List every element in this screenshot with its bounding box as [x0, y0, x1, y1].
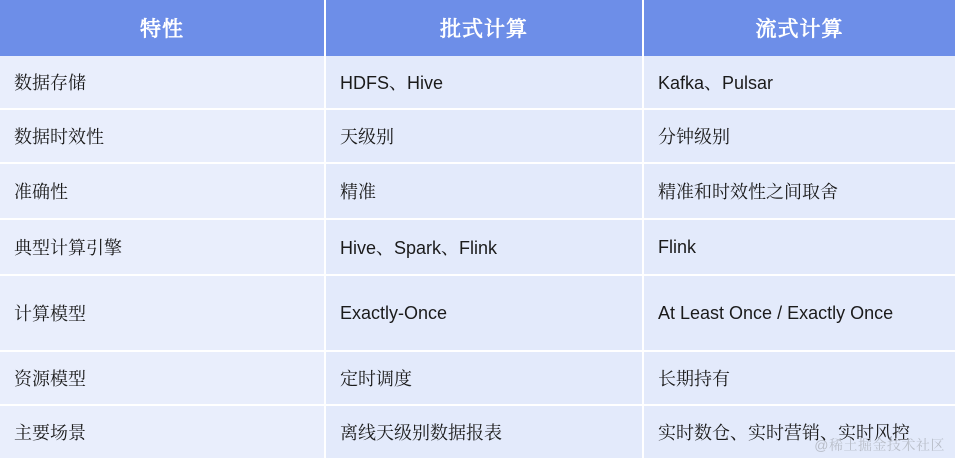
row-label: 主要场景 [0, 405, 325, 459]
cell-batch: HDFS、Hive [325, 56, 643, 109]
cell-batch: 离线天级别数据报表 [325, 405, 643, 459]
cell-stream: 分钟级别 [643, 109, 955, 163]
row-label: 资源模型 [0, 351, 325, 405]
cell-stream: Flink [643, 219, 955, 275]
table-row [0, 275, 955, 351]
table-row [0, 163, 955, 219]
cell-batch: Hive、Spark、Flink [325, 219, 643, 275]
table-row [0, 109, 955, 163]
cell-batch: 定时调度 [325, 351, 643, 405]
table-header [0, 0, 955, 56]
row-label: 准确性 [0, 163, 325, 219]
cell-stream: 实时数仓、实时营销、实时风控 [643, 405, 955, 459]
cell-stream: At Least Once / Exactly Once [643, 275, 955, 351]
cell-batch: 精准 [325, 163, 643, 219]
row-label: 典型计算引擎 [0, 219, 325, 275]
table-row [0, 56, 955, 109]
column-header-feature: 特性 [0, 0, 325, 56]
column-header-stream: 流式计算 [643, 0, 955, 56]
table-header-row [0, 0, 955, 56]
table-row [0, 351, 955, 405]
row-label: 数据时效性 [0, 109, 325, 163]
cell-batch: 天级别 [325, 109, 643, 163]
cell-stream: Kafka、Pulsar [643, 56, 955, 109]
column-header-batch: 批式计算 [325, 0, 643, 56]
row-label: 数据存储 [0, 56, 325, 109]
table-row [0, 405, 955, 459]
cell-stream: 精准和时效性之间取舍 [643, 163, 955, 219]
watermark: @稀土掘金技术社区 [814, 437, 945, 453]
table-row [0, 219, 955, 275]
row-label: 计算模型 [0, 275, 325, 351]
cell-stream: 长期持有 [643, 351, 955, 405]
cell-batch: Exactly-Once [325, 275, 643, 351]
table-body [0, 56, 955, 459]
